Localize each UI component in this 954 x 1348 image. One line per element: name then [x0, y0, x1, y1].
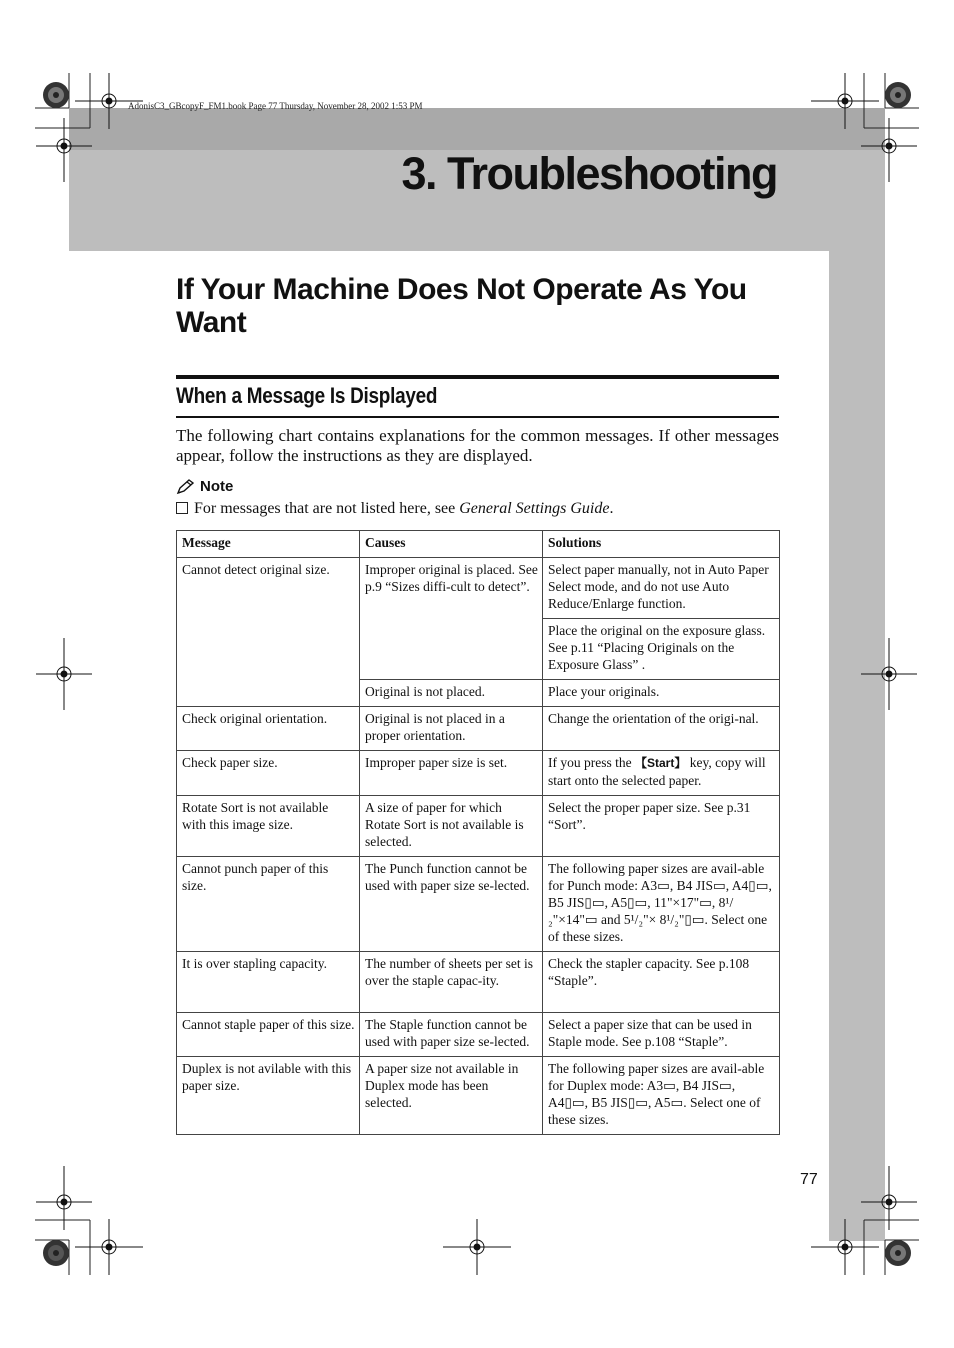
cause-cell: A size of paper for which Rotate Sort is not available is selected.: [360, 796, 543, 857]
note-item-text: For messages that are not listed here, see General Settings Guide.: [194, 500, 614, 517]
message-cell: It is over stapling capacity.: [177, 952, 360, 1013]
solution-cell: Select the proper paper size. See p.31 “Sort”.: [543, 796, 780, 857]
section-title: If Your Machine Does Not Operate As You Want: [176, 273, 747, 339]
table-row: [177, 1013, 780, 1057]
cause-cell: Original is not placed in a proper orientation.: [360, 707, 543, 751]
cause-cell: The Staple function cannot be used with paper size se-lected.: [360, 1013, 543, 1057]
chapter-header-strip: [69, 108, 885, 150]
intro-paragraph: The following chart contains explanations for the common messages. If other messages appear, follow the instructions as they are displayed.: [176, 426, 779, 465]
table-row: [177, 796, 780, 857]
subsection-rule-bottom: [176, 416, 779, 418]
cause-cell: A paper size not available in Duplex mode has been selected.: [360, 1057, 543, 1135]
page-number: 77: [800, 1171, 818, 1188]
cause-cell: The number of sheets per set is over the staple capac-ity.: [360, 952, 543, 1013]
table-row: [177, 558, 780, 619]
message-cell: Check original orientation.: [177, 707, 360, 751]
header-solutions: Solutions: [543, 531, 780, 558]
solution-cell: Select paper manually, not in Auto Paper Select mode, and do not use Auto Reduce/Enlarge function.: [543, 558, 780, 619]
note-label: Note: [200, 478, 234, 495]
solution-cell: Place your originals.: [543, 680, 780, 707]
table-row: [177, 952, 780, 1013]
header-causes: Causes: [360, 531, 543, 558]
book-file-info: AdonisC3_GBcopyF_FM1.book Page 77 Thursday, November 28, 2002 1:53 PM: [128, 101, 423, 111]
solution-cell: If you press the 【Start】 key, copy will start onto the selected paper.: [543, 751, 780, 796]
message-cell: Cannot detect original size.: [177, 558, 360, 707]
solution-cell: Check the stapler capacity. See p.108 “Staple”.: [543, 952, 780, 1013]
table-header-row: [177, 531, 780, 558]
message-cell: Cannot punch paper of this size.: [177, 857, 360, 952]
cause-cell: Improper paper size is set.: [360, 751, 543, 796]
checkbox-bullet-icon: [176, 502, 188, 514]
header-message: Message: [177, 531, 360, 558]
message-cell: Check paper size.: [177, 751, 360, 796]
message-cell: Duplex is not avilable with this paper size.: [177, 1057, 360, 1135]
note-item: [176, 500, 613, 518]
subsection-title: When a Message Is Displayed: [176, 383, 438, 408]
solution-cell: Select a paper size that can be used in Staple mode. See p.108 “Staple”.: [543, 1013, 780, 1057]
message-table: [176, 530, 780, 1135]
start-key-label: 【Start】: [634, 756, 687, 770]
table-row: [177, 1057, 780, 1135]
subsection-rule-top: [176, 375, 779, 379]
solution-cell: Change the orientation of the origi-nal.: [543, 707, 780, 751]
solution-cell: Place the original on the exposure glass. See p.11 “Placing Originals on the Exposure Glass” .: [543, 619, 780, 680]
table-row: [177, 751, 780, 796]
table-row: [177, 857, 780, 952]
chapter-title: 3. Troubleshooting: [401, 148, 777, 199]
message-cell: Rotate Sort is not available with this image size.: [177, 796, 360, 857]
table-row: [177, 707, 780, 751]
pencil-icon: [176, 479, 196, 495]
cause-cell: Improper original is placed. See p.9 “Sizes diffi-cult to detect”.: [360, 558, 543, 680]
cause-cell: The Punch function cannot be used with paper size se-lected.: [360, 857, 543, 952]
message-cell: Cannot staple paper of this size.: [177, 1013, 360, 1057]
note-reference: General Settings Guide: [459, 500, 610, 517]
note-heading: [176, 478, 233, 495]
solution-cell: The following paper sizes are avail-able for Duplex mode: A3▭, B4 JIS▭, A4▯▭, B5 JIS▯▭, A5▭. Select one of these sizes.: [543, 1057, 780, 1135]
cause-cell: Original is not placed.: [360, 680, 543, 707]
side-tab-band: [829, 251, 885, 1241]
solution-cell: The following paper sizes are avail-able for Punch mode: A3▭, B4 JIS▭, A4▯▭, B5 JIS▯▭, A5▯▭, 11"×17"▭, 8¹/₂"×14"▭ and 5¹/₂"× 8¹/₂"▯▭. Select one of these sizes.: [543, 857, 780, 952]
